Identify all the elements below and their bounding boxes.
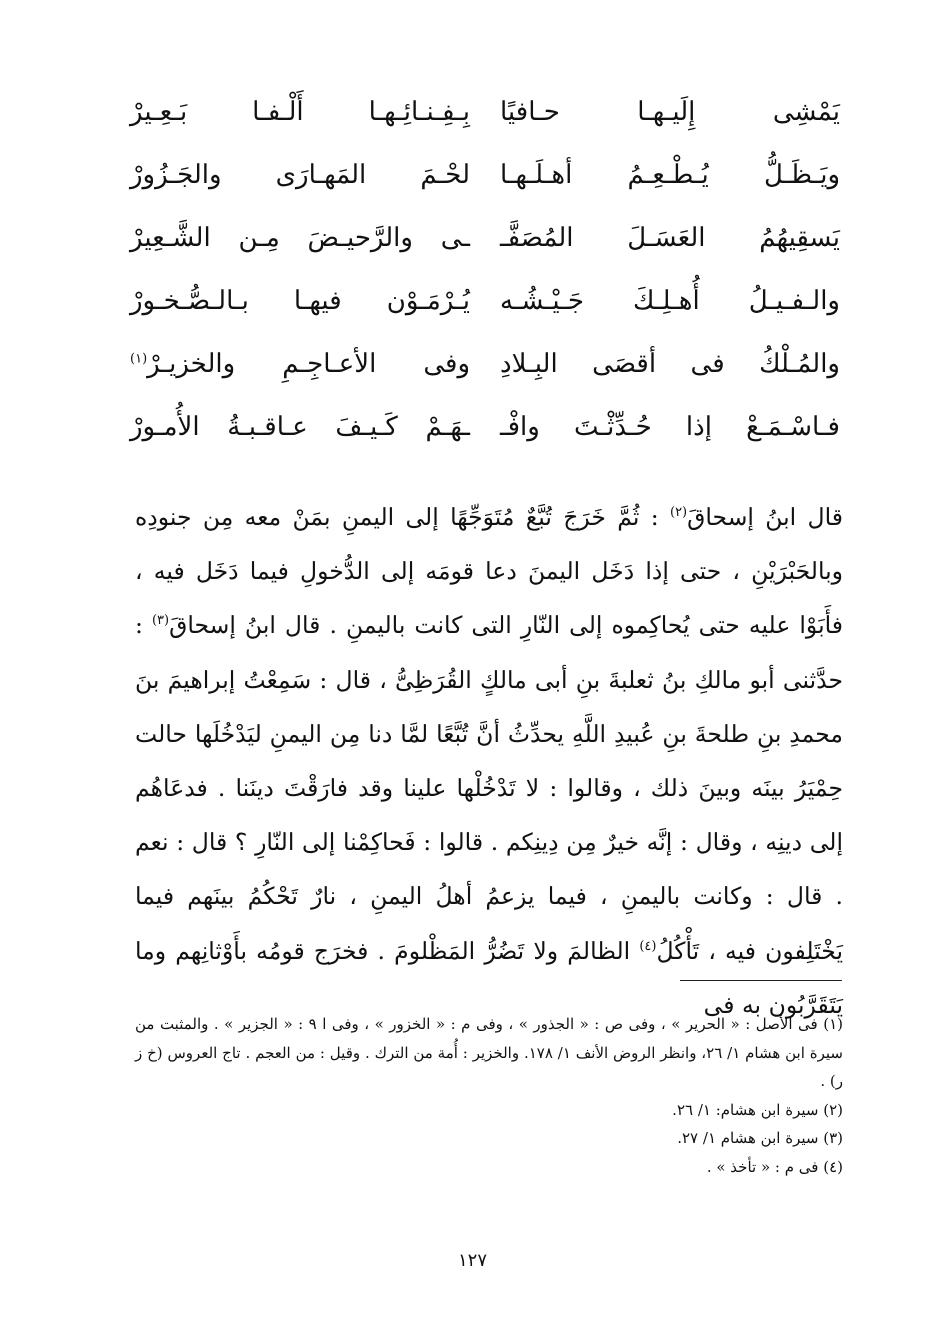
verse-1-first-hemistich: يَمْشِى إِلَيـهـا حـافيًا <box>500 97 840 127</box>
verse-4-second-hemistich: يُـرْمَـوْن فيهـا بـالـصُّـخـورْ <box>130 286 470 316</box>
prose-text-2: : ثُمَّ خَرَجَ تُبَّعٌ مُتَوَجِّهًا إلى اليمنِ بمَنْ معه مِن جنودِه وبالحَبْرَيْنِ ، حتى إذا دَخَل اليمنَ دعا قومَه إلى الدُّخولِ فيما دَخَل فيه ، فأَبَوْا عليه حتى يُحاكِموه إلى النّارِ التى كانت باليمنِ . قال ابنُ إسحاقَ <box>135 503 843 640</box>
footnote-marker-1: (١) <box>130 351 148 367</box>
prose-text-1: قال ابنُ إسحاقَ <box>687 503 843 531</box>
verse-line-1 <box>130 92 840 155</box>
verse-line-4 <box>130 281 840 344</box>
verse-5-second-hemistich <box>130 344 470 384</box>
verse-line-6 <box>130 407 840 470</box>
footnote-2: (٢) سيرة ابن هشام: ١/ ٢٦. <box>672 1100 843 1119</box>
footnote-separator <box>680 980 842 981</box>
footnote-1: (١) فى الأصل : « الحرير » ، وفى ص : « الجذور » ، وفى م : « الخزور » ، وفى ا ٩ : « الجزير » . والمثبت من سيرة ابن هشام ١/ ٢٦، وانظر الروض الأنف ١/ ١٧٨. والخزير : أُمة من الترك . وقيل : من العجم . تاج العروس (خ ز ر) . <box>135 1015 843 1090</box>
verse-line-3 <box>130 218 840 281</box>
prose-text-3: : حدَّثنى أبو مالكِ بنُ ثعلبةَ بنِ أبى مالكٍ القُرَظِىُّ ، قال : سَمِعْتُ إبراهيمَ بنَ محمدِ بنِ طلحةَ بنِ عُبيدِ اللَّهِ يحدِّثُ أنَّ تُبَّعًا لمَّا دنا مِن اليمنِ ليَدْخُلَها حالت حِمْيَرُ بينَه وبينَ ذلك ، وقالوا : لا تَدْخُلْها علينا وقد فارَقْتَ دينَنا . فدعَاهُم إلى دينِه ، وقال : إنَّه خيرٌ مِن دِينِكم . قالوا : فَحاكِمْنا إلى النّارِ ؟ قال : نعم . قال : وكانت باليمنِ ، فيما يزعمُ أهلُ اليمنِ ، نارٌ تَحْكُمُ بينَهم فيما يَخْتَلِفون فيه ، تَأْكُلُ <box>135 611 843 965</box>
verse-line-2 <box>130 155 840 218</box>
footnote-marker-3: (٣) <box>151 613 170 629</box>
verse-4-first-hemistich: والـفـيـلُ أُهـلِـكَ جَـيْـشُـه <box>500 286 840 316</box>
prose-paragraph <box>135 490 843 1032</box>
footnote-marker-4: (٤) <box>639 938 657 954</box>
prose-text-4: الظالمَ ولا تَضُرُّ المَظْلومَ . فخرَج قومُه بأَوْثانِهم وما يَتَقَرَّبُون به فى <box>135 936 843 1019</box>
footnotes-block <box>135 1010 843 1181</box>
verse-3-second-hemistich: ـى والرَّحيـضَ مِـن الشَّـعِيرْ <box>130 223 470 253</box>
verse-3-first-hemistich: يَسقِيهُمُ العَسَـلَ المُصَفَّـ <box>500 223 840 253</box>
verse-1-second-hemistich: بِـفِـنـائِـهـا أَلْـفـا بَـعِـيرْ <box>130 97 470 127</box>
verse-6-first-hemistich: فـاسْـمَـعْ إذا حُـدِّثْـتَ وافْـ <box>500 412 840 442</box>
verse-2-second-hemistich: لحْـمَ المَهـارَى والجَـزُورْ <box>130 160 470 190</box>
page-number: ١٢٧ <box>457 1250 487 1271</box>
verse-5-second-text: وفى الأعـاجِـمِ والخزيـرْ <box>147 349 470 379</box>
verse-line-5 <box>130 344 840 407</box>
footnote-4: (٤) فى م : « تأخذ » . <box>706 1157 843 1176</box>
verse-5-first-hemistich: والمُـلْكُ فى أقصَى البِـلادِ <box>500 349 840 379</box>
footnote-3: (٣) سيرة ابن هشام ١/ ٢٧. <box>677 1129 843 1147</box>
verse-2-first-hemistich: ويَـظَـلُّ يُـطْـعِـمُ أهـلَـهـا <box>500 160 840 190</box>
footnote-marker-2: (٢) <box>669 505 688 521</box>
verse-6-second-hemistich: ـهَـمْ كَـيـفَ عـاقـبـةُ الأُمـورْ <box>130 412 470 442</box>
poem-block <box>130 92 840 470</box>
